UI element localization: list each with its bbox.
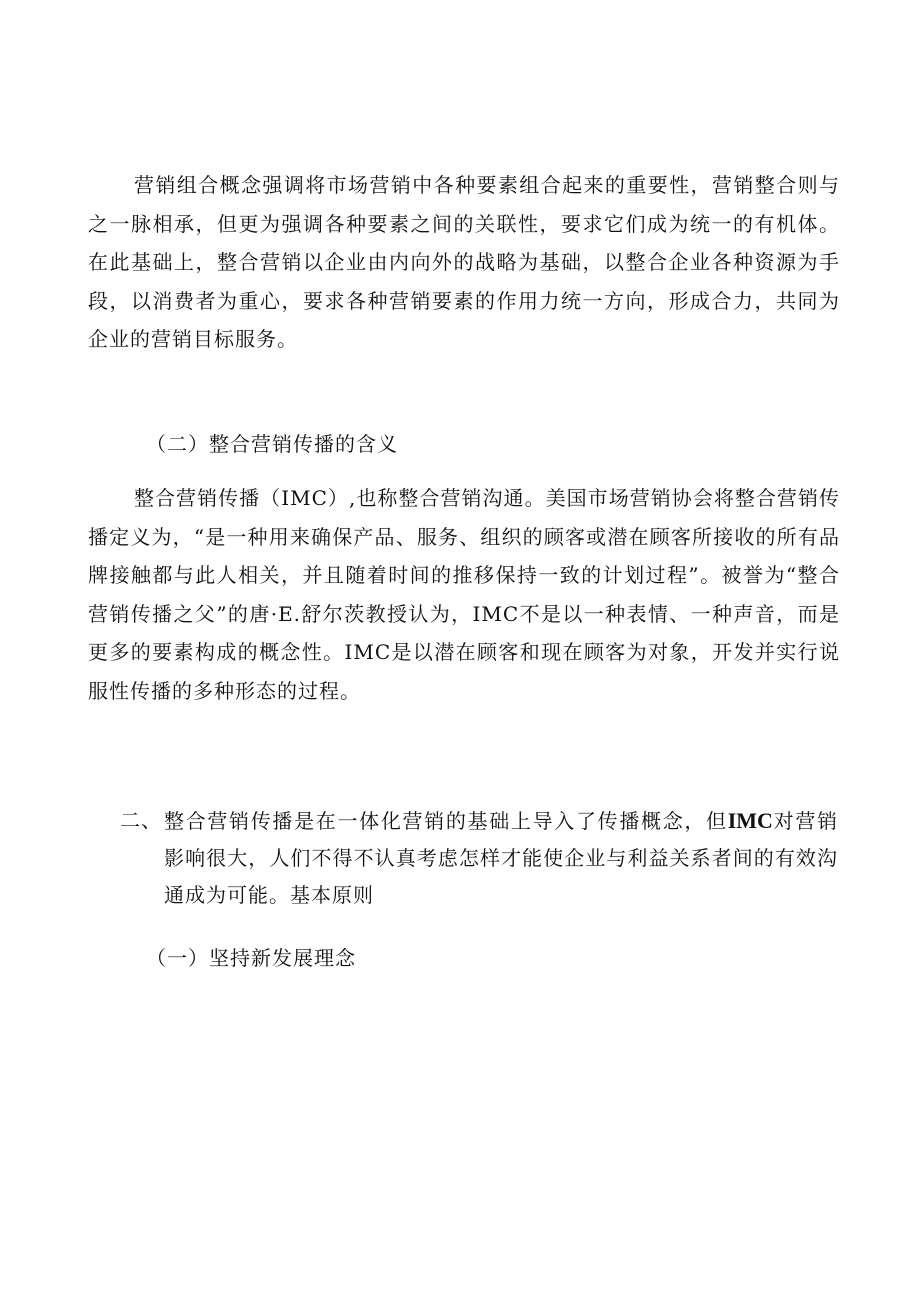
subheading: （一）坚持新发展理念 [146,946,356,970]
subheading: （二）整合营销传播的含义 [146,432,398,456]
body-paragraph: 整合营销传播（IMC）,也称整合营销沟通。美国市场营销协会将整合营销传播定义为，“是一种用来确保产品、服务、组织的顾客或潜在顾客所接收的所有品牌接触都与此人相关，并且随着时间的推移保持一致的计划过程”。被誉为“整合营销传播之父”的唐·E.舒尔茨教授认为，IMC不是以一种表情、一种声音，而是更多的要素构成的概念性。IMC是以潜在顾客和现在顾客为对象，开发并实行说服性传播的多种形态的过程。 [88,486,840,703]
body-paragraph: 营销组合概念强调将市场营销中各种要素组合起来的重要性，营销整合则与之一脉相承，但更为强调各种要素之间的关联性，要求它们成为统一的有机体。在此基础上，整合营销以企业由内向外的战略为基础，以整合企业各种资源为手段，以消费者为重心，要求各种营销要素的作用力统一方向，形成合力，共同为企业的营销目标服务。 [88,173,840,351]
section-heading-text [120,802,838,914]
section-heading [120,802,838,914]
section-text-part: 对营销影响很大，人们不得不认真考虑怎样才能使企业与利益关系者间的有效沟通成为可能。基本原则 [164,809,838,907]
section-text-part: 整合营销传播是在一体化营销的基础上导入了传播概念，但 [164,809,728,833]
section-number: 二、 [120,808,162,832]
section-text-bold: IMC [727,808,773,833]
